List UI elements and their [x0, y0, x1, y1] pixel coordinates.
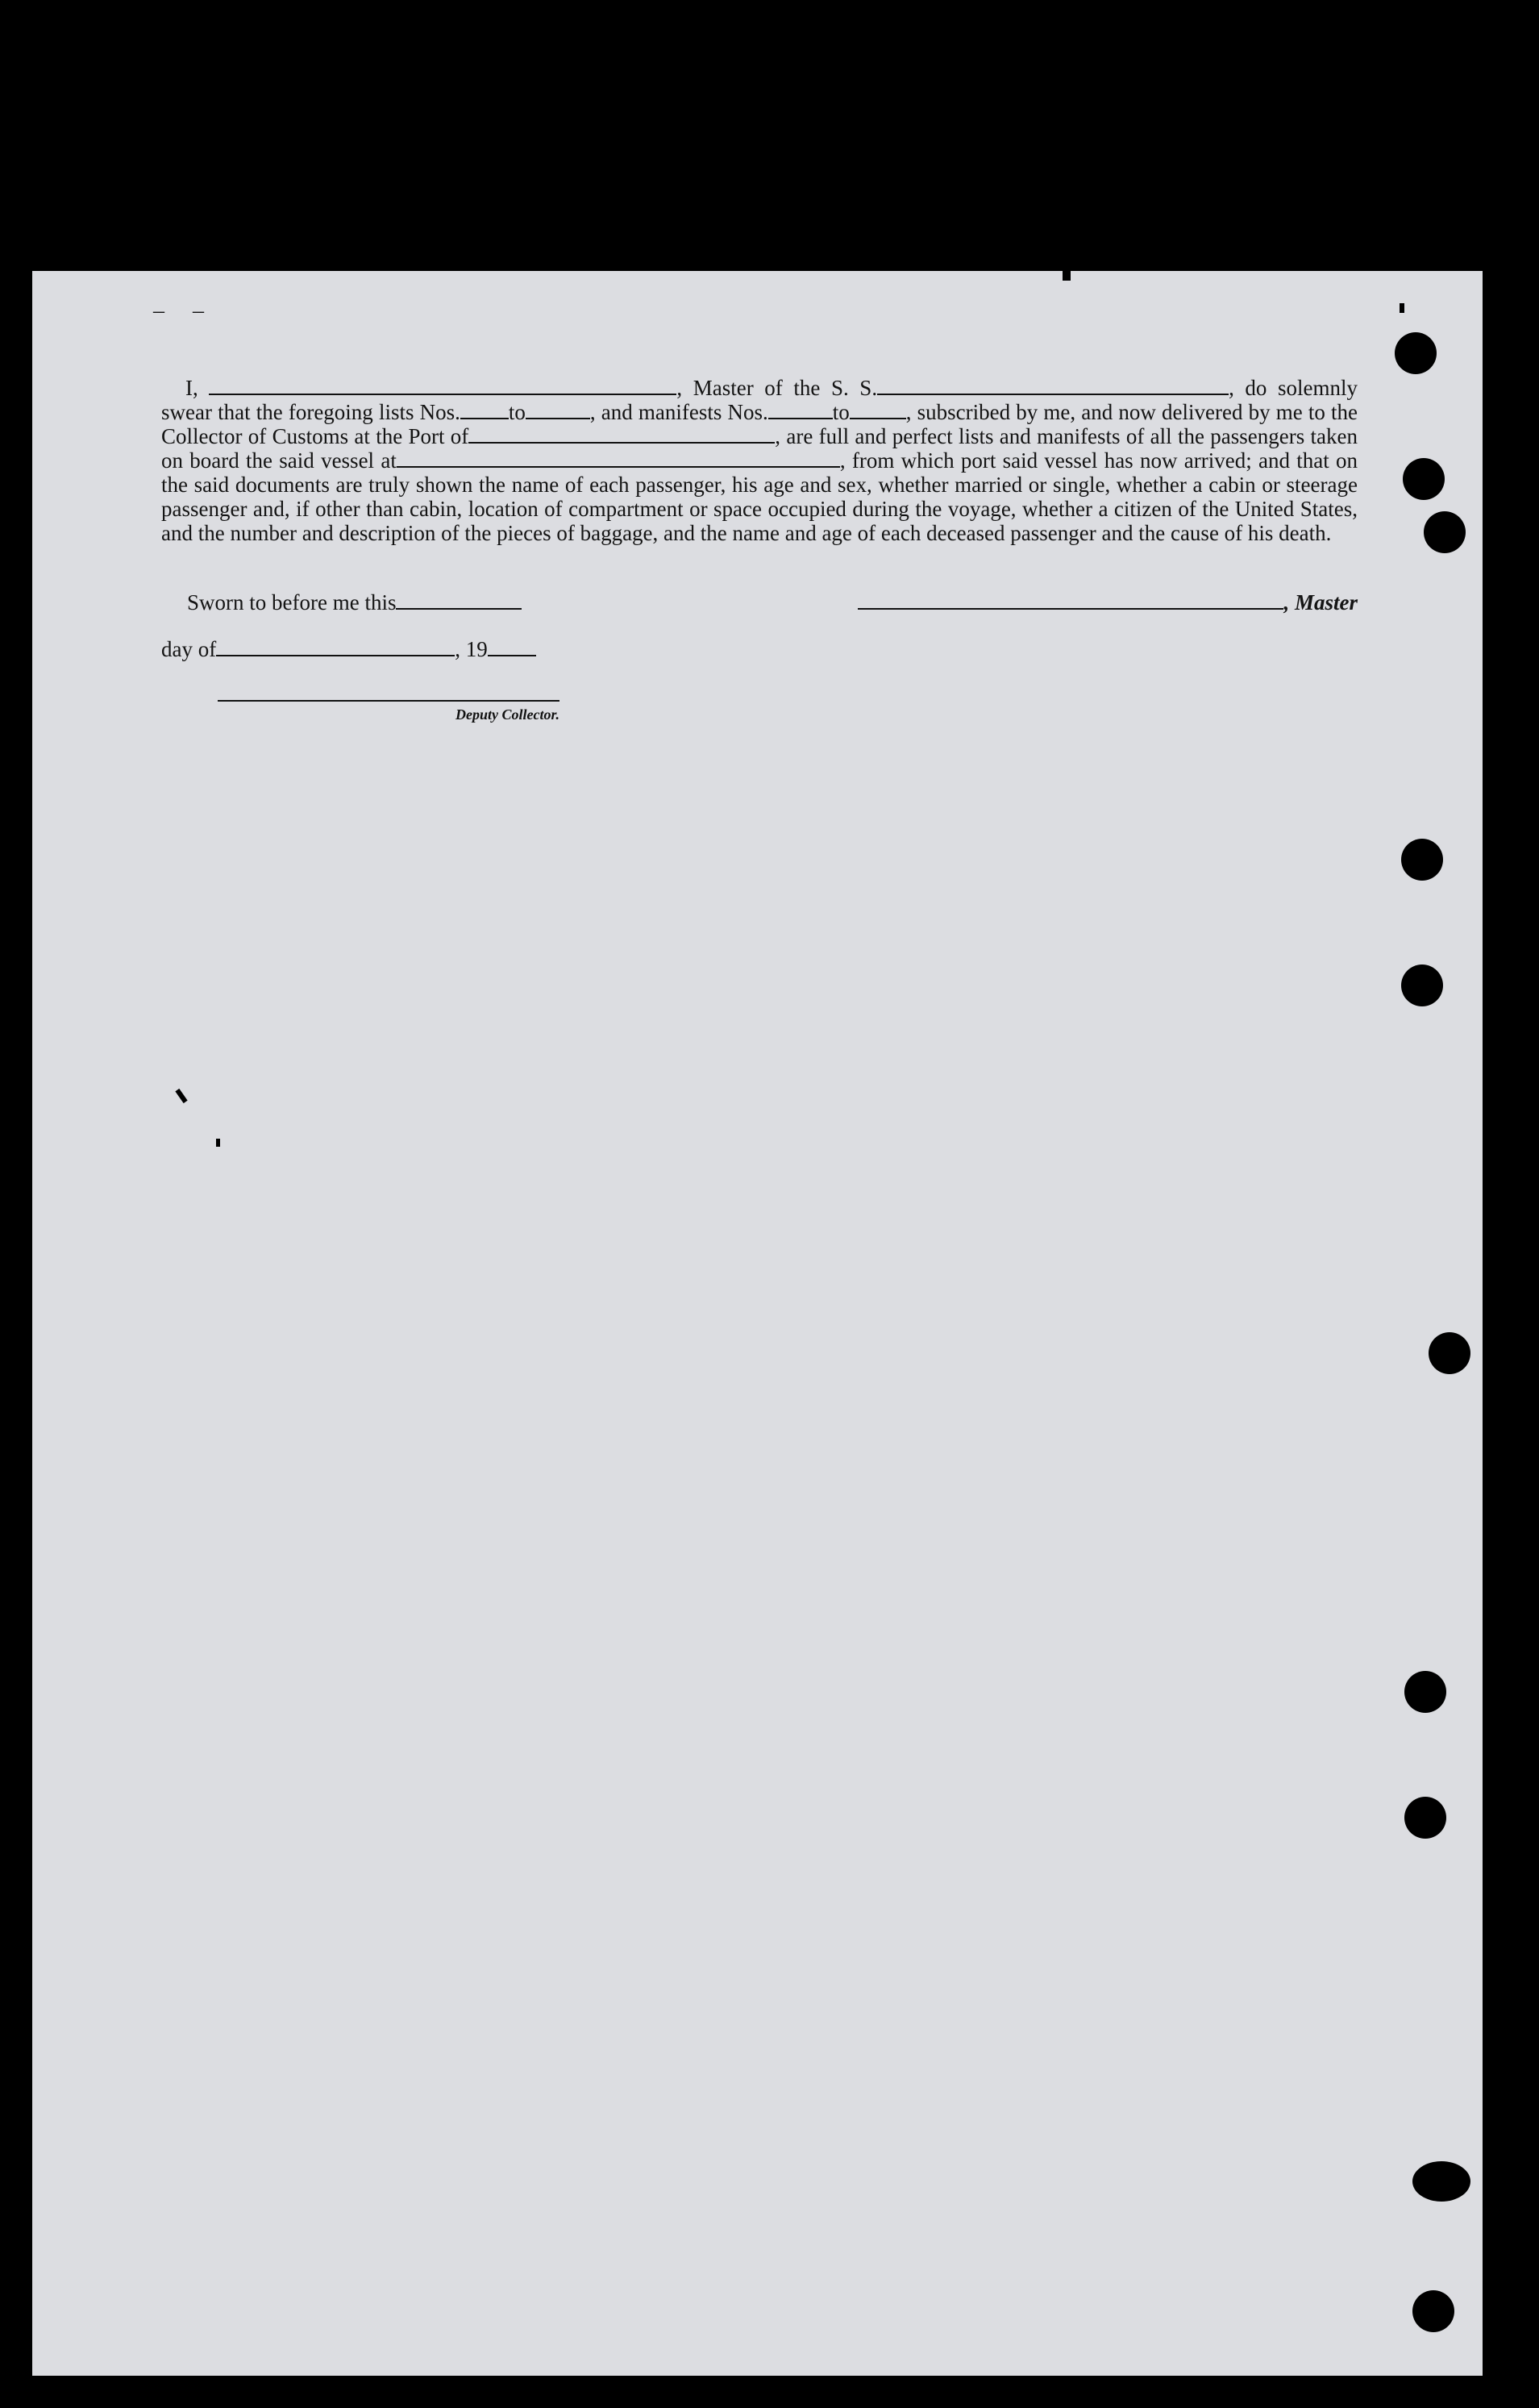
ship-name-blank [877, 376, 1229, 395]
oath-full-perfect: , are full and perfect lists and [775, 424, 1031, 448]
punch-hole [1401, 964, 1443, 1006]
oath-paragraph [161, 376, 1358, 545]
punch-hole [1404, 1797, 1446, 1839]
sworn-label: Sworn to before me this [187, 590, 397, 614]
port-blank [468, 424, 775, 444]
punch-hole [1424, 511, 1466, 553]
oath-master-of-ship: , Master of the S. S. [676, 376, 878, 400]
oath-to-1: to [508, 400, 526, 424]
year-blank [488, 637, 536, 656]
oath-intro: I, [185, 376, 198, 400]
manifests-to-blank [850, 400, 906, 419]
oath-manifests-nos: , and manifests Nos. [589, 400, 768, 424]
oath-lists-nos: swear that the foregoing lists Nos. [161, 400, 460, 424]
day-of-row [161, 637, 536, 662]
lists-to-blank [526, 400, 590, 419]
manifests-from-blank [768, 400, 833, 419]
oath-from-which: , from which [839, 448, 955, 473]
punch-hole [1403, 458, 1445, 500]
departure-port-blank [397, 448, 840, 468]
master-label: , Master [1283, 590, 1358, 614]
oath-subscribed: , subscribed by me, and now [905, 400, 1156, 424]
punch-hole [1429, 1332, 1470, 1374]
page-marker: – – [153, 298, 215, 323]
master-signature-blank [858, 590, 1283, 610]
master-name-blank [209, 376, 676, 395]
lists-from-blank [460, 400, 509, 419]
document-sheet [32, 271, 1483, 2376]
oath-port-of: delivered by me to the Collector of Customs at the Port of [161, 400, 1358, 448]
oath-taken-aboard: manifests of all the passengers taken on board the said vessel at [161, 424, 1358, 473]
sworn-date-blank [396, 590, 522, 610]
scan-speck [216, 1139, 220, 1147]
punch-hole [1412, 2161, 1470, 2202]
month-blank [216, 637, 455, 656]
deputy-collector-label: Deputy Collector. [455, 706, 559, 723]
deputy-signature-line [218, 700, 559, 702]
punch-hole [1404, 1671, 1446, 1713]
oath-body: port said vessel has now arrived; and that on the said documents are truly shown the name of each passenger, his age and sex, whether married or single, whether a cabin or steerage passenger and, if other than cabin, location of compartment or space occupied during the voyage, whether a citizen of the United States, and the number and description of the pieces of baggage, and the name and age of each deceased passenger and the cause of his death. [161, 448, 1358, 545]
scan-speck [1063, 269, 1071, 281]
oath-do-solemnly: , do solemnly [1229, 376, 1358, 400]
year-prefix: , 19 [455, 637, 488, 661]
oath-to-2: to [832, 400, 850, 424]
scan-speck [1400, 303, 1404, 313]
punch-hole [1395, 332, 1437, 374]
punch-hole [1401, 839, 1443, 881]
day-of-label: day of [161, 637, 217, 661]
punch-hole [1412, 2290, 1454, 2332]
